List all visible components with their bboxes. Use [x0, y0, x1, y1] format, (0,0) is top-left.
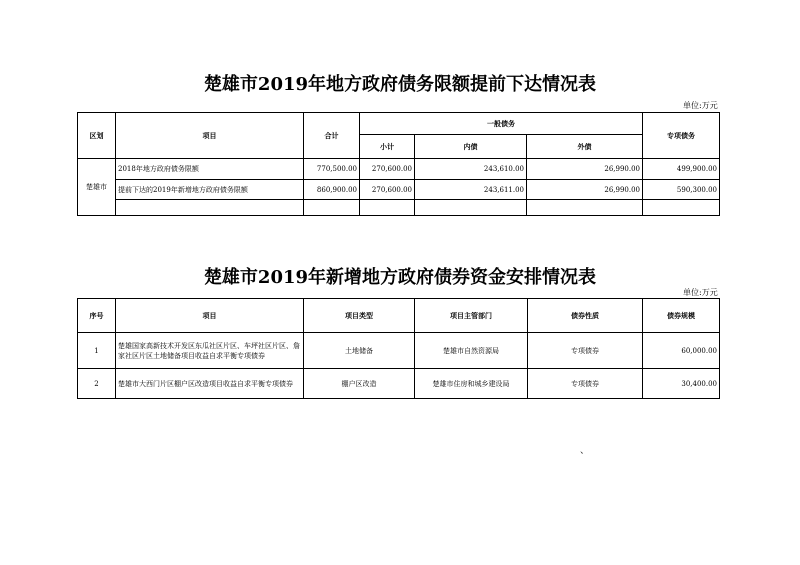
row-domestic: 243,611.00 [415, 180, 527, 200]
header-type: 项目类型 [304, 299, 415, 333]
header-nature: 债券性质 [528, 299, 643, 333]
row-type: 棚户区改造 [304, 369, 415, 399]
row-item: 提前下达的2019年新增地方政府债务限额 [116, 180, 304, 200]
table2-header-row [78, 299, 720, 333]
row-scale: 30,400.00 [643, 369, 720, 399]
header-subtotal: 小计 [360, 135, 415, 159]
header-scale: 债券规模 [643, 299, 720, 333]
header-item: 项目 [116, 299, 304, 333]
row-subtotal: 270,600.00 [360, 159, 415, 180]
row-foreign: 26,990.00 [527, 180, 643, 200]
empty-cell [304, 200, 360, 216]
header-general-debt: 一般债务 [360, 113, 643, 135]
header-seq: 序号 [78, 299, 116, 333]
table-row [78, 369, 720, 399]
header-item: 项目 [116, 113, 304, 159]
row-item: 楚雄市大西门片区棚户区改造项目收益自求平衡专项债券 [116, 369, 304, 399]
row-domestic: 243,610.00 [415, 159, 527, 180]
row-seq: 1 [78, 333, 116, 369]
debt-limit-table [77, 112, 720, 216]
row-special: 590,300.00 [643, 180, 720, 200]
row-special: 499,900.00 [643, 159, 720, 180]
row-item: 楚雄国家高新技术开发区东瓜社区片区、车坪社区片区、詹家社区片区土地储备项目收益自求平衡专项债券 [116, 333, 304, 369]
row-foreign: 26,990.00 [527, 159, 643, 180]
row-subtotal: 270,600.00 [360, 180, 415, 200]
row-nature: 专项债券 [528, 369, 643, 399]
table1-title: 楚雄市2019年地方政府债务限额提前下达情况表 [203, 74, 597, 95]
bond-allocation-table [77, 298, 720, 399]
empty-cell [116, 200, 304, 216]
row-total: 860,900.00 [304, 180, 360, 200]
table1-unit: 单位:万元 [683, 101, 718, 110]
empty-cell [415, 200, 527, 216]
empty-cell [527, 200, 643, 216]
table-row [78, 180, 720, 200]
table-row [78, 333, 720, 369]
row-total: 770,500.00 [304, 159, 360, 180]
table-row-empty [78, 200, 720, 216]
region-cell: 楚雄市 [78, 159, 116, 216]
table-row [78, 159, 720, 180]
header-foreign: 外债 [527, 135, 643, 159]
empty-cell [360, 200, 415, 216]
table2-unit: 单位:万元 [683, 288, 718, 297]
empty-cell [643, 200, 720, 216]
row-scale: 60,000.00 [643, 333, 720, 369]
row-type: 土地储备 [304, 333, 415, 369]
row-dept: 楚雄市住房和城乡建设局 [415, 369, 528, 399]
header-special-debt: 专项债务 [643, 113, 720, 159]
table2-title: 楚雄市2019年新增地方政府债券资金安排情况表 [203, 267, 597, 288]
header-dept: 项目主管部门 [415, 299, 528, 333]
header-total: 合计 [304, 113, 360, 159]
stray-mark: 、 [580, 446, 590, 456]
table1-header-row-1 [78, 113, 720, 135]
row-seq: 2 [78, 369, 116, 399]
row-item: 2018年地方政府债务限额 [116, 159, 304, 180]
row-dept: 楚雄市自然资源局 [415, 333, 528, 369]
row-nature: 专项债券 [528, 333, 643, 369]
header-region: 区划 [78, 113, 116, 159]
header-domestic: 内债 [415, 135, 527, 159]
